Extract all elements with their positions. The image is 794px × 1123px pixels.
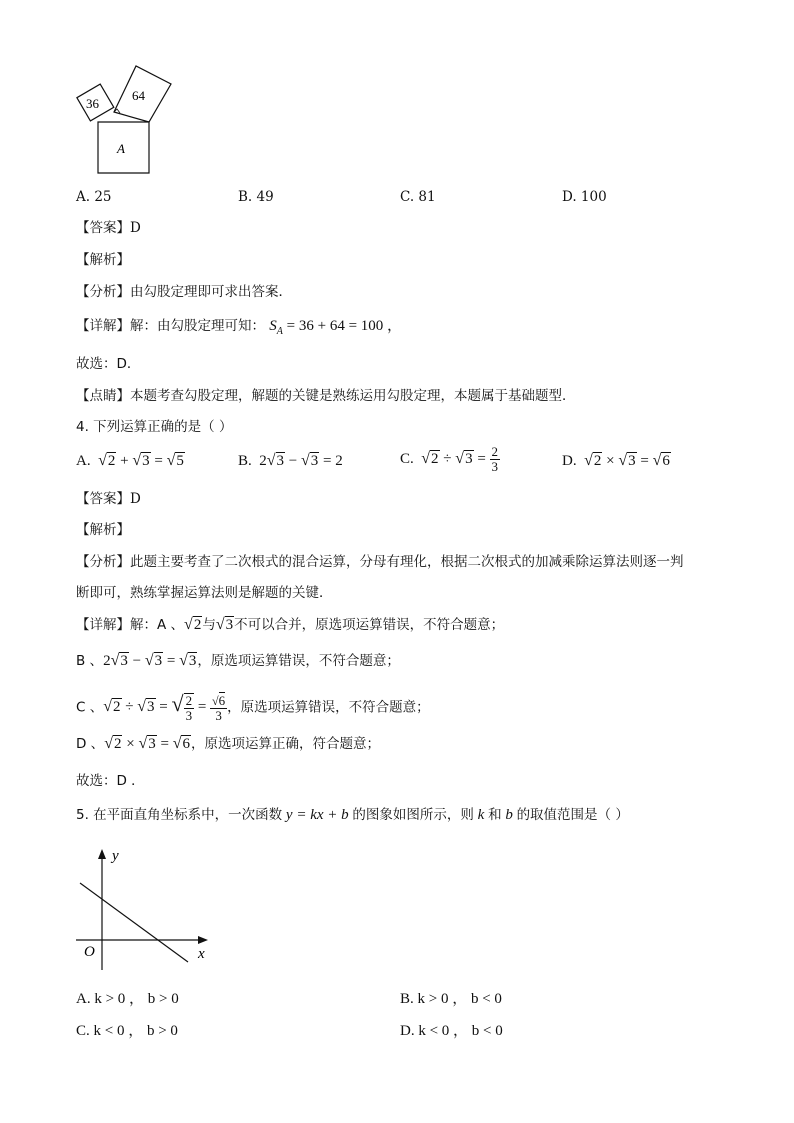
label-36: 36 (86, 96, 99, 111)
q3-xiangjie-line (76, 317, 402, 341)
detail-b-text: ，原选项运算错误，不符合题意； (197, 653, 400, 669)
q3-fenxi-line (76, 283, 292, 301)
q5-option-c: C. k < 0 ， b > 0 (76, 1023, 178, 1039)
q5-stem-suffix: 的取值范围是（ ） (516, 807, 629, 823)
answer-value: D (130, 220, 141, 236)
q4-option-b: B. 2√3 − √3 = 2 (238, 452, 343, 469)
q4-option-c: C. √2 ÷ √3 = $\frac{2}{3}$ (400, 444, 499, 474)
q3-option-a: A. 25 (76, 189, 112, 205)
y-axis-arrow (98, 849, 106, 859)
answer-tag: 【答案】 (76, 491, 130, 507)
xiangjie-tag: 【详解】 (76, 318, 130, 334)
q4-detail-a: 【详解】解：A 、√2与√3不可以合并，原选项运算错误，不符合题意； (76, 616, 505, 633)
xiangjie-tag: 【详解】 (76, 617, 130, 633)
detail-a-prefix: 解：A 、 (130, 617, 185, 633)
q4-answer-line (76, 490, 141, 508)
xiangjie-expr: = 36 + 64 = 100 (286, 318, 384, 334)
q4-fenxi-line2: 断即可，熟练掌握运算法则是解题的关键． (76, 585, 333, 601)
q3-option-d: D. 100 (562, 189, 607, 205)
dianjing-tag: 【点睛】 (76, 388, 130, 404)
q5-option-b: B. k > 0 ， b < 0 (400, 991, 502, 1007)
q4-detail-c: C 、√2 ÷ √3 = √ $\frac{2}{3}$ = $\frac{√6}{3}$ ，原选项运算错误，不符合题意； (76, 691, 430, 723)
dianjing-text: 本题考查勾股定理，解题的关键是熟练运用勾股定理，本题属于基础题型． (130, 388, 576, 404)
pythagoras-figure (70, 62, 180, 177)
fenxi-tag: 【分析】 (76, 284, 130, 300)
q4-gu-xuan: 故选：D ． (76, 773, 145, 789)
fenxi-text: 由勾股定理即可求出答案． (130, 284, 292, 300)
xiangjie-formula: $S_A = 36 + 64 = 100$ ， (269, 318, 403, 337)
linear-function-graph (70, 842, 220, 972)
x-label: x (198, 946, 205, 962)
label-A: A (117, 141, 125, 156)
fenxi-text-1: 此题主要考查了二次根式的混合运算，分母有理化，根据二次根式的加减乘除运算法则逐一判 (130, 554, 684, 570)
q4-detail-d: D 、√2 × √3 = √6，原选项运算正确，符合题意； (76, 735, 380, 752)
q5-stem-mid: 的图象如图所示，则 (352, 807, 474, 823)
q4-option-d: D. √2 × √3 = √6 (562, 452, 670, 469)
q3-dianjing-line (76, 387, 576, 405)
q3-gu-xuan: 故选：D． (76, 356, 141, 372)
function-line (80, 883, 188, 962)
fenxi-tag: 【分析】 (76, 554, 130, 570)
q5-stem-and: 和 (488, 807, 502, 823)
detail-c-text: ，原选项运算错误，不符合题意； (227, 699, 430, 716)
q5-stem: 5. 在平面直角坐标系中，一次函数 y = kx + b 的图象如图所示，则 k 和 b 的取值范围是（ ） (76, 807, 629, 823)
q3-analysis-tag: 【解析】 (76, 252, 130, 268)
q4-detail-b: B 、2√3 − √3 = √3，原选项运算错误，不符合题意； (76, 652, 400, 669)
q5-option-d: D. k < 0 ， b < 0 (400, 1023, 503, 1039)
x-axis-arrow (198, 936, 208, 944)
q3-option-c: C. 81 (400, 189, 436, 205)
q5-option-a: A. k > 0 ， b > 0 (76, 991, 179, 1007)
q4-option-a: A. √2 + √3 = √5 (76, 452, 184, 469)
q4-stem: 4. 下列运算正确的是（ ） (76, 419, 233, 435)
y-label: y (112, 848, 119, 864)
q4-analysis-tag: 【解析】 (76, 522, 130, 538)
xiangjie-prefix: 解：由勾股定理可知： (130, 318, 265, 334)
q3-option-b: B. 49 (238, 189, 274, 205)
q5-stem-prefix: 5. 在平面直角坐标系中，一次函数 (76, 807, 283, 823)
detail-d-text: ，原选项运算正确，符合题意； (190, 736, 380, 752)
label-64: 64 (132, 88, 145, 103)
q3-answer-line (76, 219, 141, 237)
answer-value: D (130, 491, 141, 507)
answer-tag: 【答案】 (76, 220, 130, 236)
origin-label: O (84, 944, 95, 960)
detail-a-text: 不可以合并，原选项运算错误，不符合题意； (234, 617, 505, 633)
q4-fenxi-line1 (76, 553, 684, 571)
